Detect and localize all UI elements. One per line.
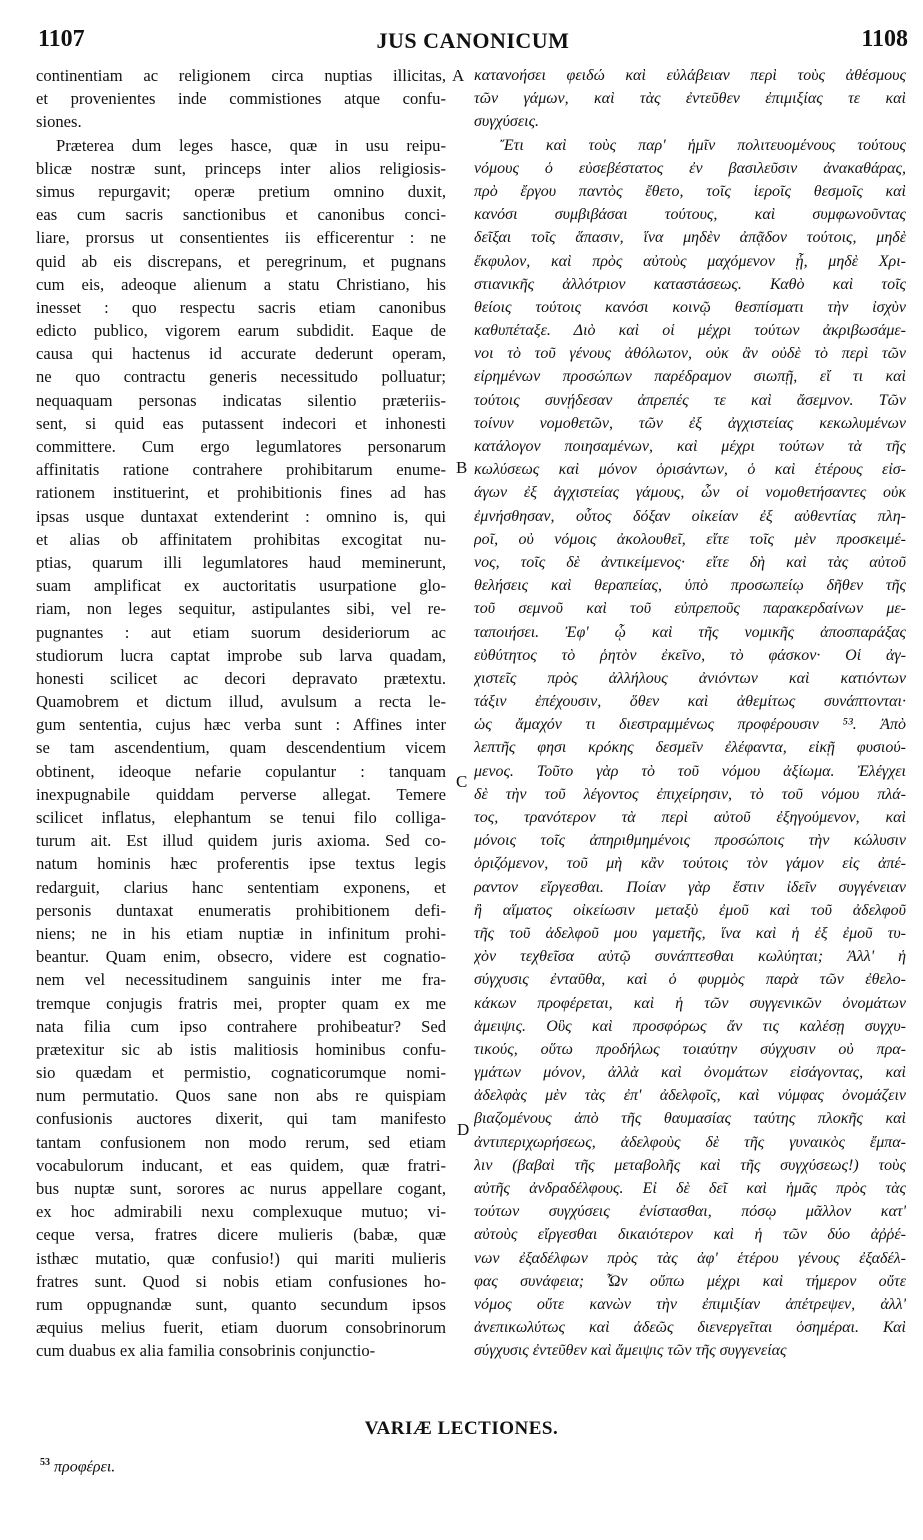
text-line: λεπτῆς φησι κρόκης δεσμεῖν ἐλέφαντα, εἰκῇ φυσιού- (474, 739, 906, 757)
text-line: liare, prorsus ut consentientes iis efficerentur : ne (36, 228, 446, 248)
margin-letter-c: C (456, 772, 468, 791)
text-line: edicto publico, vigorem earum subdidit. Eaque de (36, 321, 446, 341)
latin-column (36, 64, 446, 1363)
text-line: turum ait. Est illud quidem juris axioma. Sed co- (36, 831, 446, 851)
text-line: tremque conjugis fratris mei, propter quam ex me (36, 993, 446, 1013)
text-line: τῆς τοῦ ἀδελφοῦ μου γαμετῆς, ἵνα καὶ ἡ ἐξ ἐμοῦ τυ- (474, 924, 906, 942)
text-line: natum hominis hæc proferentis ipse textus legis (36, 854, 446, 874)
text-line: ροῖ, οὐ νόμοις ἀκολουθεῖ, εἴτε τοῖς μὲν προσκειμέ- (474, 530, 906, 548)
running-header (38, 26, 908, 58)
text-line: αὐτοὺς εἴργεσθαι δικαιότερον καὶ ἡ τῶν δύο ἀῤῥέ- (474, 1226, 906, 1244)
text-line: σύγχυσις ἐντεῦθεν καὶ ἄμειψις τῶν τῆς συγγενείας (474, 1342, 787, 1360)
text-line: Ἔτι καὶ τοὺς παρ' ἡμῖν πολιτευομένους τούτους (500, 136, 906, 154)
text-line: δεῖξαι τοῖς ἅπασιν, ἵνα μηδὲν ἀπᾷδον τούτοις, μηδὲ (474, 229, 906, 247)
text-line: affinitatis ratione contrahere prohibitarum enume- (36, 460, 446, 480)
text-line: φας συνάφεια; Ὧν οὔπω μέχρι καὶ τήμερον οὔτε (474, 1272, 906, 1290)
text-line: τούτων συγχύσεις ἐνίστασθαι, πόσῳ μᾶλλον κατ' (474, 1203, 906, 1221)
text-line: inexpugnabile quiddam perverse allegat. Temere (36, 784, 446, 804)
text-line: isthæc mutatio, quæ confusio!) qui mariti mulieris (36, 1248, 446, 1268)
greek-column (474, 64, 906, 1363)
text-line: νων ἐξαδέλφων πρὸς τὰς ἀφ' ἑτέρου γένους ἐξαδέλ- (474, 1249, 906, 1267)
margin-letter-d: D (457, 1120, 470, 1139)
text-line: κάκων προφέρεται, καὶ ἡ τῶν συγγενικῶν ὀνομάτων (474, 994, 906, 1012)
text-line: τοῦ σεμνοῦ καὶ τοῦ εὐπρεποῦς παρακερδαίνων με- (474, 600, 906, 618)
text-line: fratres sunt. Quod si nobis etiam confusiones ho- (36, 1271, 446, 1291)
text-line: personis duntaxat enumeratis prohibitionem defi- (36, 900, 446, 920)
text-line: pugnantes : aut etiam suorum desideriorum ac (36, 622, 446, 642)
text-line: scilicet inflatus, elephantum se tenui filo colliga- (36, 808, 446, 827)
text-line: ἀδελφὰς μὲν τὰς ἐπ' ἀδελφοῖς, καὶ νύμφας ὀνομάζειν (474, 1087, 906, 1105)
text-line: εἰρημένων προσώπων παρέδραμον σιωπῇ, εἴ τι καὶ (474, 368, 906, 386)
text-line: nem vel necessitudinem sanguinis inter me fra- (36, 970, 446, 990)
footnote (40, 1457, 115, 1476)
text-line: πρὸ ἔργου παντὸς ἔθετο, τοῖς ἱεροῖς θεσμοῖς καὶ (474, 182, 906, 200)
text-line: κατανοήσει φειδώ καὶ εὐλάβειαν περὶ τοὺς ἀθέσμους (474, 67, 906, 84)
text-line: στιανικῆς ἀλλότριον καταστάσεως. Καθὸ καὶ τοῖς (474, 275, 906, 293)
footnote-text: προφέρει. (54, 1458, 116, 1476)
text-line: et provenientes inde commistiones atque confu- (36, 89, 446, 109)
text-line: βιαζομένους ἀπὸ τῆς θαυμασίας ταύτης πλοκῆς καὶ (474, 1110, 906, 1128)
page-number-left: 1107 (38, 26, 85, 52)
text-line: quid ab eis discrepans, et peregrinum, et pugnans (36, 251, 446, 271)
text-line: ἢ αἵματος οἰκείωσιν μεταξὺ ἐμοῦ καὶ τοῦ ἀδελφοῦ (474, 901, 906, 919)
text-line: æquius melius fuerit, etiam duorum consobrinorum (36, 1318, 446, 1338)
text-line: honesti scilicet ac decori depravato prætextu. (36, 668, 446, 688)
text-line: χὸν τεχθεῖσα αὐτῷ συνάπτεσθαι κωλύηται; Ἀλλ' ἡ (474, 948, 906, 966)
text-line: εὐθύτητος τὸ ῥητὸν ἐκεῖνο, τὸ φάσκον· Οἱ ἀγ- (474, 646, 906, 664)
text-line: ραντον εἴργεσθαι. Ποίαν γὰρ ἔστιν ἰδεῖν συγγένειαν (474, 878, 906, 896)
text-line: simus repurgavit; operæ pretium omnino duxit, (36, 181, 446, 201)
text-line: Præterea dum leges hasce, quæ in usu reipu- (56, 135, 446, 155)
margin-letter-a: A (452, 66, 465, 85)
text-line: ex hoc admirabili nexu complexuque mutuo; vi- (36, 1202, 446, 1222)
text-line: siones. (36, 112, 82, 132)
text-line: ἀμειψις. Οὓς καὶ προσφόρως ἄν τις καλέσῃ συγχυ- (474, 1017, 906, 1035)
text-line: νόμους ὁ εὐσεβέστατος ἐν βασιλεῦσιν ἀνακαθάρας, (474, 159, 906, 177)
text-line: ptias, quarum illi legumlatores haud meminerunt, (36, 552, 446, 572)
text-line: κωλύσεως καὶ μόνον ὁρισάντων, ὁ καὶ ἑτέρους εἰσ- (474, 461, 906, 479)
text-line: ceque versa, fratres dicere mulieris (babæ, quæ (36, 1225, 446, 1245)
text-line: θείοις τούτοις κανόσι κοινῷ θεσπίσματι τὴν ἰσχὺν (474, 298, 906, 316)
text-line: cum duabus ex alia familia consobrinis conjunctio- (36, 1341, 376, 1361)
text-line: ipsas usque duntaxat extenderint : omnino is, qui (36, 506, 446, 526)
text-line: δὲ τὴν τοῦ λέγοντος ἐπιχείρησιν, τὸ τοῦ νόμου πλά- (474, 785, 906, 803)
text-line: eas cum sacris sanctionibus et canonibus conci- (36, 205, 446, 225)
text-line: κανόσι συμβιβάσαι τούτους, καὶ συμφωνοῦντας (474, 206, 906, 224)
text-line: committere. Cum ergo legumlatores personarum (36, 437, 446, 456)
text-line: Quamobrem et dictum illud, avulsum a recta le- (36, 692, 446, 712)
text-line: σύγχυσις ἐνταῦθα, καὶ ὁ φυρμὸς παρὰ τῶν ἐθελο- (474, 971, 906, 989)
text-line: τος, τρανότερον τὰ περὶ αὐτοῦ ἐξηγούμενον, καὶ (474, 809, 906, 826)
text-line: νόμος οὔτε κανὼν τὴν ἐπιμιξίαν ἀπέτρεψεν, ἀλλ' (474, 1295, 906, 1313)
text-line: τικούς, οὕτω προδήλως τοιαύτην σύγχυσιν οὐ πρα- (474, 1040, 906, 1058)
text-line: bus nuptæ sunt, sorores ac nurus appellare cogant, (36, 1179, 446, 1198)
text-line: gum sententia, cujus hæc verba sunt : Affines inter (36, 715, 446, 735)
text-line: sent, si quid eas putassent indecori et inhonesti (36, 413, 446, 433)
text-line: tantam confusionem non modo rerum, sed etiam (36, 1132, 446, 1152)
text-line: nequaquam personas indicatas silentio præteriis- (36, 390, 446, 410)
text-line: ὡς ἄμαχόν τι διεστραμμένως προφέρουσιν ⁵³. Ἀπὸ (474, 716, 906, 734)
page-number-right: 1108 (861, 26, 908, 52)
text-line: χιστεῖς πρὸς ἀλλήλους ἀνιόντων καὶ κατιόντων (474, 669, 906, 687)
text-line: nata filia cum ipso contrahere prohibeatur? Sed (36, 1016, 446, 1036)
text-line: καθυπέταξε. Διὸ καὶ οἱ μέχρι τούτων ἀκριβωσάμε- (474, 322, 906, 340)
text-line: λιν (βαβαὶ τῆς μεταβολῆς καὶ τῆς συγχύσεως!) τοὺς (474, 1156, 906, 1174)
text-line: cum eis, adeoque alienum a statu Christiano, his (36, 274, 446, 294)
text-line: νοι τὸ τοῦ γένους ἀθόλωτον, οὐκ ἂν οὐδὲ τὸ περὶ τῶν (474, 345, 906, 363)
text-line: vocabulorum inducant, et eas quidem, quæ fratri- (36, 1155, 446, 1175)
text-line: obtinent, ideoque nefarie copulantur : tanquam (36, 761, 446, 781)
text-line: ὁριζόμενον, τοῦ μὴ κἂν τούτοις τὸν γάμον εἰς ἀπέ- (474, 855, 906, 873)
text-line: τάξιν ἐπέχουσιν, ὅθεν καὶ ἀθεμίτως συνάπτονται· (474, 693, 906, 711)
footnote-number: 53 (40, 1457, 50, 1468)
text-line: τοίνυν νομοθετῶν, τῶν ἐξ ἀγχιστείας κεκωλυμένων (474, 414, 906, 432)
text-line: ἐμνήσθησαν, οὗτος δόξαν οἰκείαν ἐξ αὐθεντίας πλη- (474, 507, 906, 525)
text-line: et alias ob affinitatem prohibitas excogitat nu- (36, 529, 446, 549)
text-line: rationem instituerint, et prohibitionis fines ad has (36, 483, 446, 503)
text-line: blicæ nostræ sunt, princeps inter alios religiosis- (36, 158, 446, 178)
text-line: μόνοις τοῖς ἀπηριθμημένοις προσώποις τὴν κώλυσιν (474, 832, 906, 850)
text-line: αὐτῆς ἀνδραδέλφους. Εἰ δὲ δεῖ καὶ ἡμᾶς πρὸς τὰς (474, 1180, 906, 1197)
running-title: JUS CANONICUM (376, 28, 570, 53)
text-line: se tam ascendentium, quam descendentium vicem (36, 738, 446, 758)
text-line: rum oppugnandæ sunt, quanto secundum ipsos (36, 1294, 446, 1314)
text-line: γμάτων μόνον, ἀλλὰ καὶ ὀνομάτων εἰσάγοντας, καὶ (474, 1064, 906, 1082)
text-line: inesset : quo respectu sacris etiam canonibus (36, 297, 446, 317)
text-line: κατάλογον ποιησαμένων, καὶ μέχρι τούτων τὰ τῆς (474, 438, 906, 455)
text-line: νος, τοῖς δὲ ἀντικείμενος· εἴτε δὴ καὶ τὰς αὐτοῦ (474, 553, 906, 571)
text-line: confusionis auctores dixerit, qui tam manifesto (36, 1109, 446, 1129)
text-line: continentiam ac religionem circa nuptias illicitas, (36, 66, 446, 85)
text-line: ἀντιπεριχωρήσεως, ἀδελφοὺς δὲ τῆς γυναικὸς ἔμπα- (474, 1133, 906, 1151)
margin-letter-b: B (456, 458, 468, 477)
text-line: ταποιήσει. Ἐφ' ᾧ καὶ τῆς νομικῆς ἀποσπαράξας (474, 623, 906, 641)
text-line: τούτοις συνῄδεσαν ἀπρεπές τε καὶ ἄσεμνον. Τῶν (474, 391, 906, 409)
text-line: niens; ne in his etiam nuptiæ in infinitum prohi- (36, 923, 446, 943)
text-line: riam, non leges sequitur, astipulantes sibi, vel re- (36, 599, 446, 619)
text-line: ἀνεπικωλύτως καὶ ἀδεῶς διενεργεῖται ὁσημέραι. Καὶ (474, 1319, 906, 1337)
text-line: άγων ἐξ ἀγχιστείας γάμους, ὧν οἱ νομοθετήσαντες οὐκ (474, 484, 906, 502)
text-line: num permutatio. Quos sane non abs re quispiam (36, 1086, 446, 1106)
variae-lectiones-heading: VARIÆ LECTIONES. (364, 1418, 559, 1439)
text-line: prætexitur sic ab istis malitiosis hominibus confu- (36, 1039, 446, 1059)
text-line: ἔκφυλον, καὶ πρὸς αὐτοὺς μαχόμενον ᾖ, μηδὲ Χρι- (474, 252, 906, 270)
text-line: suam amplificat ex auctoritatis usurpatione glo- (36, 576, 446, 596)
text-line: studiorum lucra captat improbe sub larva quadam, (36, 645, 446, 665)
text-line: συγχύσεις. (474, 113, 540, 131)
text-line: θελήσεις καὶ θεραπείας, ὑπὸ προσωπείῳ δῆθεν τῆς (474, 577, 906, 595)
text-line: beantur. Quam enim, obsecro, videre est cognatio- (36, 947, 446, 967)
text-line: ne quo contractu generis necessitudo polluatur; (36, 367, 446, 387)
text-line: μενος. Τοῦτο γὰρ τὸ τοῦ νόμου ἀξίωμα. Ἐλέγχει (474, 762, 906, 780)
text-line: redarguit, clarius hanc sententiam exponens, et (36, 877, 446, 897)
text-line: causa qui hactenus id accurate dederunt operam, (36, 344, 446, 364)
text-line: sio quædam et permistio, cognaticorumque nomi- (36, 1063, 446, 1083)
text-line: τῶν γάμων, καὶ τὰς ἐντεῦθεν ἐπιμιξίας τε καὶ (474, 90, 906, 108)
